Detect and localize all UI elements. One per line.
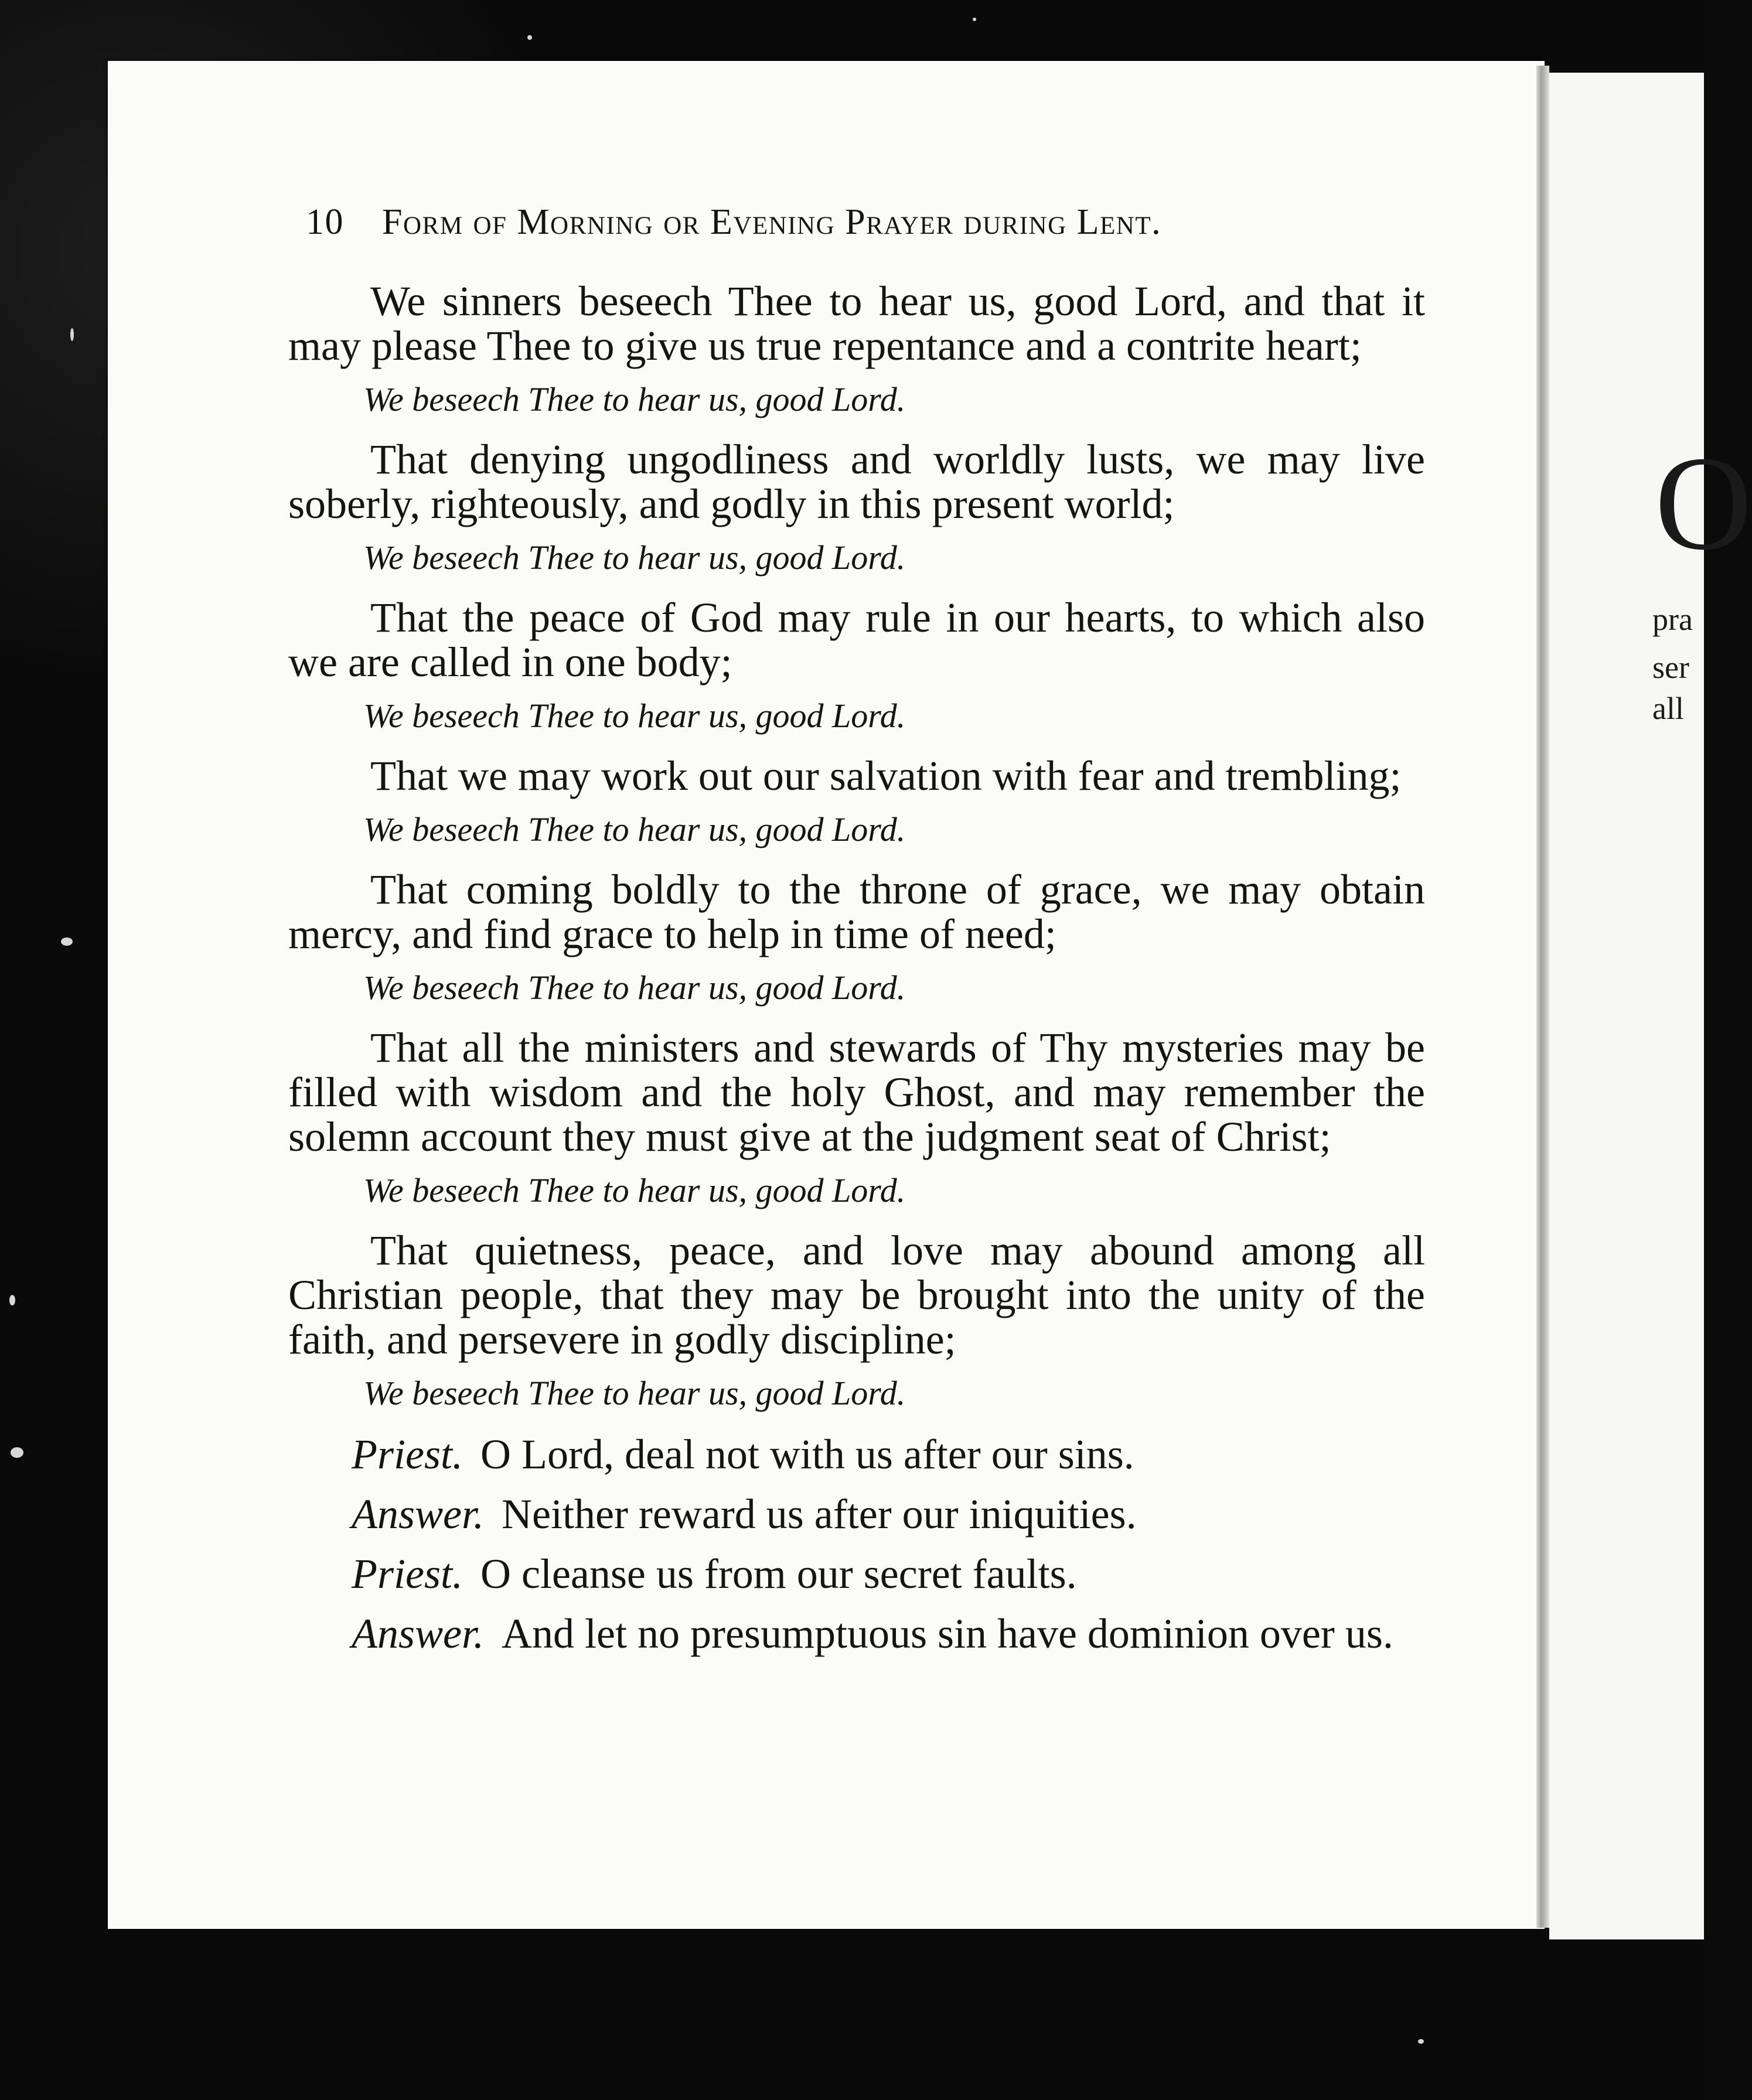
petition-response: We beseech Thee to hear us, good Lord. — [363, 1171, 906, 1209]
speaker-label: Priest. — [352, 1431, 463, 1478]
versicle-text: O cleanse us from our secret faults. — [480, 1550, 1077, 1597]
running-title: Form of Morning or Evening Prayer during Lent. — [382, 202, 1162, 242]
facing-page-drop-initial: O — [1655, 428, 1752, 578]
petition-paragraph: That denying ungodliness and worldly lusts, we may live soberly, righteously, and godly in this present world; — [288, 436, 1425, 527]
petition-paragraph: That the peace of God may rule in our hearts, to which also we are called in one body; — [288, 594, 1425, 686]
versicle-line — [288, 1492, 1425, 1536]
petition-paragraph: That quietness, peace, and love may abound among all Christian people, that they may be brought into the unity of the faith, and persevere in godly discipline; — [288, 1227, 1425, 1363]
dust-speck — [11, 1447, 23, 1458]
dust-speck — [61, 938, 73, 946]
facing-page-fragment: all — [1652, 691, 1684, 726]
petition-response: We beseech Thee to hear us, good Lord. — [363, 969, 906, 1007]
dust-speck — [973, 18, 976, 21]
speaker-label: Answer. — [352, 1491, 485, 1538]
petition-response: We beseech Thee to hear us, good Lord. — [363, 810, 906, 848]
dust-speck — [9, 1295, 15, 1305]
petition-response: We beseech Thee to hear us, good Lord. — [363, 1374, 906, 1412]
dust-speck — [70, 328, 74, 341]
petition-paragraph: We sinners beseech Thee to hear us, good Lord, and that it may please Thee to give us true repentance and a contrite heart; — [288, 278, 1425, 369]
versicle-text: Neither reward us after our iniquities. — [502, 1491, 1137, 1538]
litany-text — [288, 279, 1425, 1656]
petition-paragraph: That coming boldly to the throne of grace, we may obtain mercy, and find grace to help in time of need; — [288, 866, 1425, 957]
running-header — [306, 202, 1161, 243]
petition-paragraph: That we may work out our salvation with fear and trembling; — [370, 752, 1402, 799]
speaker-label: Answer. — [352, 1610, 485, 1657]
dust-speck — [1418, 2039, 1424, 2044]
petition-response: We beseech Thee to hear us, good Lord. — [363, 538, 906, 577]
book-gutter — [1536, 66, 1549, 1928]
petition-response: We beseech Thee to hear us, good Lord. — [363, 697, 906, 735]
versicle-line — [288, 1432, 1425, 1477]
facing-page-fragment: ser — [1652, 650, 1689, 685]
petition-paragraph: That all the ministers and stewards of Thy mysteries may be filled with wisdom and the holy Ghost, and may remember the solemn account they must give at the judgment seat of Christ; — [288, 1024, 1425, 1160]
versicle-text: And let no presumptuous sin have dominion over us. — [502, 1610, 1393, 1657]
facing-page — [1549, 73, 1752, 1939]
page-number: 10 — [306, 202, 344, 242]
dust-speck — [527, 35, 532, 40]
speaker-label: Priest. — [352, 1550, 463, 1597]
versicle-text: O Lord, deal not with us after our sins. — [480, 1431, 1134, 1478]
facing-page-fragment: pra — [1652, 602, 1693, 637]
versicle-line — [288, 1552, 1425, 1596]
petition-response: We beseech Thee to hear us, good Lord. — [363, 380, 906, 418]
versicle-line — [288, 1611, 1425, 1656]
